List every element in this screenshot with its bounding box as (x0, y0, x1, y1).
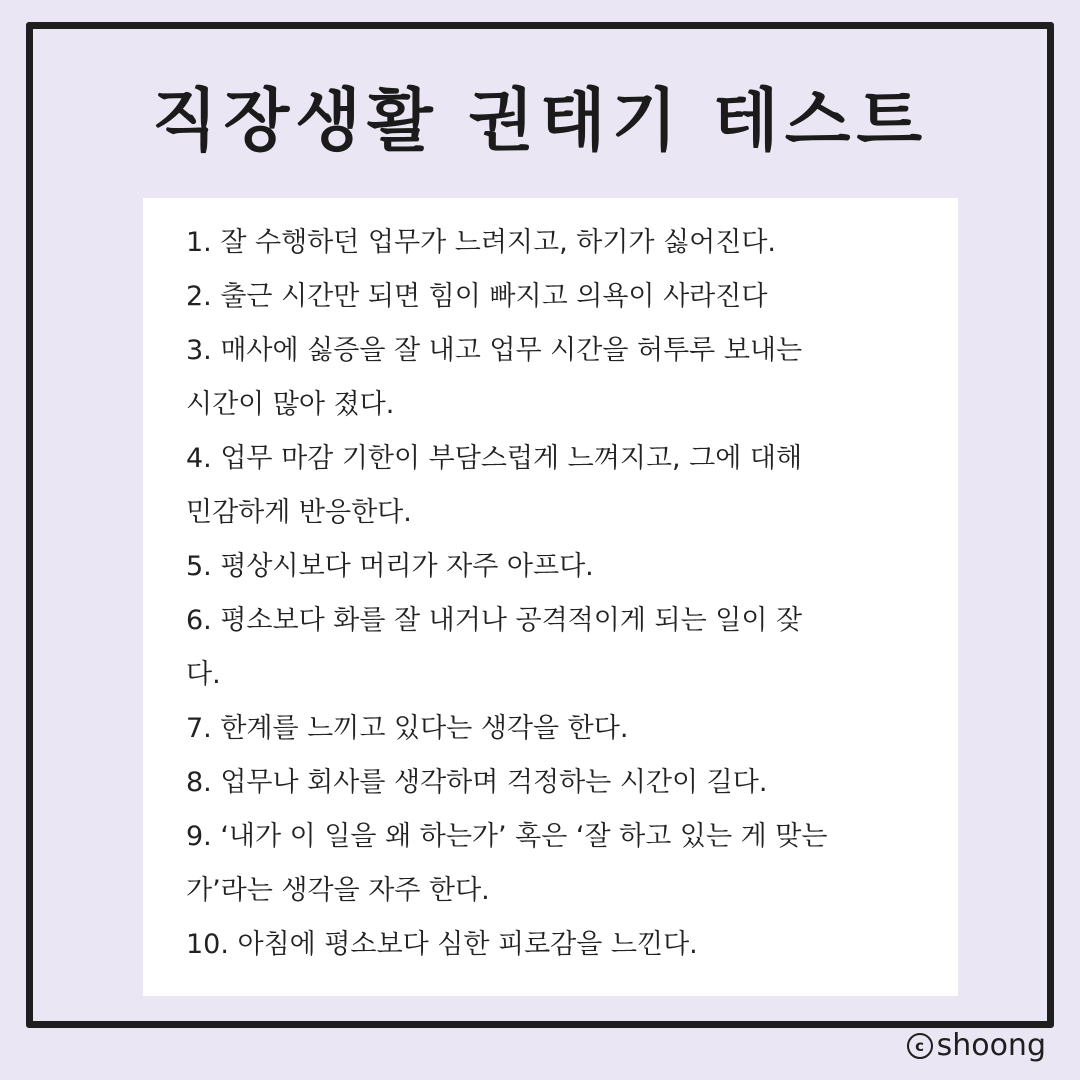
checklist-line: 5. 평상시보다 머리가 자주 아프다. (186, 551, 594, 582)
author-signature: shoong (936, 1028, 1046, 1063)
checklist-card (143, 198, 958, 996)
checklist-line: 2. 출근 시간만 되면 힘이 빠지고 의욕이 사라진다 (186, 281, 768, 312)
copyright-mark (907, 1026, 1046, 1066)
checklist-line: 다. (186, 659, 221, 690)
page-title: 직장생활 권태기 테스트 (151, 82, 929, 161)
checklist-line: 4. 업무 마감 기한이 부담스럽게 느껴지고, 그에 대해 (186, 443, 803, 474)
checklist-line: 8. 업무나 회사를 생각하며 걱정하는 시간이 길다. (186, 767, 768, 798)
checklist-line: 1. 잘 수행하던 업무가 느려지고, 하기가 싫어진다. (186, 227, 776, 258)
checklist-line: 10. 아침에 평소보다 심한 피로감을 느낀다. (186, 929, 698, 960)
checklist-line: 9. ‘내가 이 일을 왜 하는가’ 혹은 ‘잘 하고 있는 게 맞는 (186, 821, 828, 852)
checklist-line: 민감하게 반응한다. (186, 497, 412, 528)
checklist-line: 7. 한계를 느끼고 있다는 생각을 한다. (186, 713, 629, 744)
checklist-line: 시간이 많아 졌다. (186, 389, 395, 420)
checklist-line: 3. 매사에 싫증을 잘 내고 업무 시간을 허투루 보내는 (186, 335, 803, 366)
checklist (186, 216, 926, 972)
copyright-icon: c (907, 1033, 933, 1059)
checklist-line: 6. 평소보다 화를 잘 내거나 공격적이게 되는 일이 잦 (186, 605, 803, 636)
checklist-line: 가’라는 생각을 자주 한다. (186, 875, 490, 906)
